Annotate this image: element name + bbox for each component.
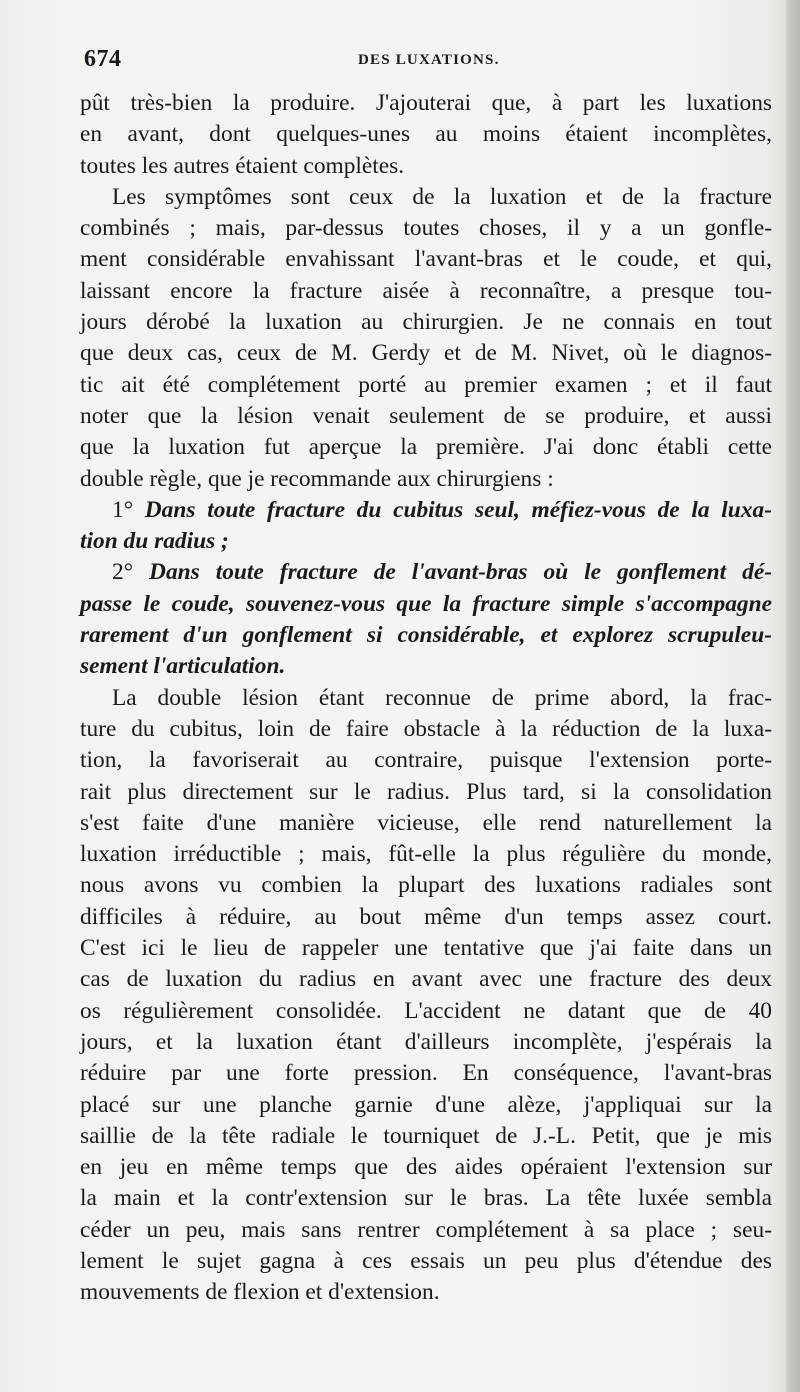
line-text: placé sur une planche garnie d'une alèze, j'appliquai sur la — [80, 1091, 772, 1118]
line-text: difficiles à réduire, au bout même d'un temps assez court. — [80, 903, 772, 930]
text-line — [80, 745, 772, 776]
body-text — [80, 88, 772, 1309]
text-line — [80, 839, 772, 870]
text-line — [80, 1152, 772, 1183]
line-text: tion, la favoriserait au contraire, puisque l'extension porte- — [80, 747, 772, 774]
line-text: double règle, que je recommande aux chirurgiens : — [80, 465, 554, 492]
text-line — [80, 88, 772, 119]
line-text: Les symptômes sont ceux de la luxation et de la fracture — [112, 183, 772, 210]
line-text: sement l'articulation. — [80, 653, 286, 680]
line-text: jours dérobé la luxation au chirurgien. Je ne connais en tout — [80, 309, 772, 336]
line-text: nous avons vu combien la plupart des luxations radiales sont — [80, 872, 772, 899]
line-text: pût très-bien la produire. J'ajouterai que, à part les luxations — [80, 90, 772, 116]
text-line — [80, 526, 772, 557]
list-number: 2° — [112, 559, 150, 586]
line-text: la main et la contr'extension sur le bras. La tête luxée sembla — [80, 1185, 772, 1212]
text-line — [80, 307, 772, 338]
line-text: céder un peu, mais sans rentrer complétement à sa place ; seu- — [80, 1216, 772, 1243]
text-line — [80, 151, 772, 182]
text-line — [80, 1277, 772, 1308]
line-text: rarement d'un gonflement si considérable, et explorez scrupuleu- — [80, 622, 772, 649]
text-line — [80, 964, 772, 995]
text-line — [80, 119, 772, 150]
text-line — [80, 401, 772, 432]
line-text: réduire par une forte pression. En conséquence, l'avant-bras — [80, 1060, 772, 1087]
text-line — [80, 620, 772, 651]
text-line — [80, 1058, 772, 1089]
line-text: passe le coude, souvenez-vous que la fracture simple s'accompagne — [80, 590, 772, 617]
line-text: tion du radius ; — [80, 528, 229, 555]
line-text: os régulièrement consolidée. L'accident ne datant que de 40 — [80, 997, 772, 1024]
text-line — [80, 370, 772, 401]
text-line — [80, 777, 772, 808]
page-number: 674 — [84, 46, 122, 72]
text-line — [80, 683, 772, 714]
line-text: noter que la lésion venait seulement de se produire, et aussi — [80, 402, 772, 429]
line-text: mouvements de flexion et d'extension. — [80, 1279, 440, 1306]
text-line — [80, 933, 772, 964]
text-line — [80, 1246, 772, 1277]
text-line — [80, 996, 772, 1027]
text-line — [80, 651, 772, 682]
line-text: rait plus directement sur le radius. Plus tard, si la consolidation — [80, 778, 772, 805]
text-line — [80, 1027, 772, 1058]
text-line — [80, 213, 772, 244]
text-line — [80, 714, 772, 745]
line-text: laissant encore la fracture aisée à reconnaître, a presque tou- — [80, 277, 772, 304]
line-text: en jeu en même temps que des aides opéraient l'extension sur — [80, 1154, 772, 1181]
text-line — [80, 902, 772, 933]
list-number: 1° — [112, 496, 145, 523]
text-line — [80, 557, 772, 588]
line-text: jours, et la luxation étant d'ailleurs incomplète, j'espérais la — [80, 1028, 772, 1055]
text-line — [80, 1090, 772, 1121]
line-text: toutes les autres étaient complètes. — [80, 152, 405, 179]
text-line — [80, 432, 772, 463]
text-line — [80, 1215, 772, 1246]
line-text: que la luxation fut aperçue la première. J'ai donc établi cette — [80, 434, 772, 461]
line-text: saillie de la tête radiale le tourniquet de J.-L. Petit, que je mis — [80, 1122, 772, 1149]
page-header — [84, 46, 760, 76]
line-text: Dans toute fracture du cubitus seul, méfiez-vous de la luxa- — [144, 496, 772, 523]
line-text: C'est ici le lieu de rappeler une tentative que j'ai faite dans un — [80, 935, 772, 962]
line-text: ment considérable envahissant l'avant-bras et le coude, et qui, — [80, 246, 772, 273]
line-text: luxation irréductible ; mais, fût-elle la plus régulière du monde, — [80, 841, 772, 868]
text-line — [80, 1121, 772, 1152]
line-text: ture du cubitus, loin de faire obstacle à la réduction de la luxa- — [80, 715, 772, 742]
line-text: que deux cas, ceux de M. Gerdy et de M. Nivet, où le diagnos- — [80, 340, 772, 367]
text-line — [80, 808, 772, 839]
line-text: s'est faite d'une manière vicieuse, elle rend naturellement la — [80, 809, 772, 836]
page-edge-shadow — [786, 0, 800, 1392]
text-line — [80, 589, 772, 620]
line-text: La double lésion étant reconnue de prime abord, la frac- — [112, 684, 772, 711]
line-text: tic ait été complétement porté au premier examen ; et il faut — [80, 371, 772, 398]
running-head: DES LUXATIONS. — [358, 52, 500, 68]
line-text: combinés ; mais, par-dessus toutes choses, il y a un gonfle- — [80, 215, 772, 242]
text-line — [80, 870, 772, 901]
line-text: lement le sujet gagna à ces essais un peu plus d'étendue des — [80, 1247, 772, 1274]
text-line — [80, 338, 772, 369]
text-line — [80, 182, 772, 213]
line-text: en avant, dont quelques-unes au moins étaient incomplètes, — [80, 121, 772, 148]
text-line — [80, 464, 772, 495]
text-line — [80, 495, 772, 526]
text-line — [80, 244, 772, 275]
line-text: cas de luxation du radius en avant avec une fracture des deux — [80, 966, 772, 993]
text-line — [80, 276, 772, 307]
text-line — [80, 1183, 772, 1214]
line-text: Dans toute fracture de l'avant-bras où le gonflement dé- — [149, 559, 772, 586]
